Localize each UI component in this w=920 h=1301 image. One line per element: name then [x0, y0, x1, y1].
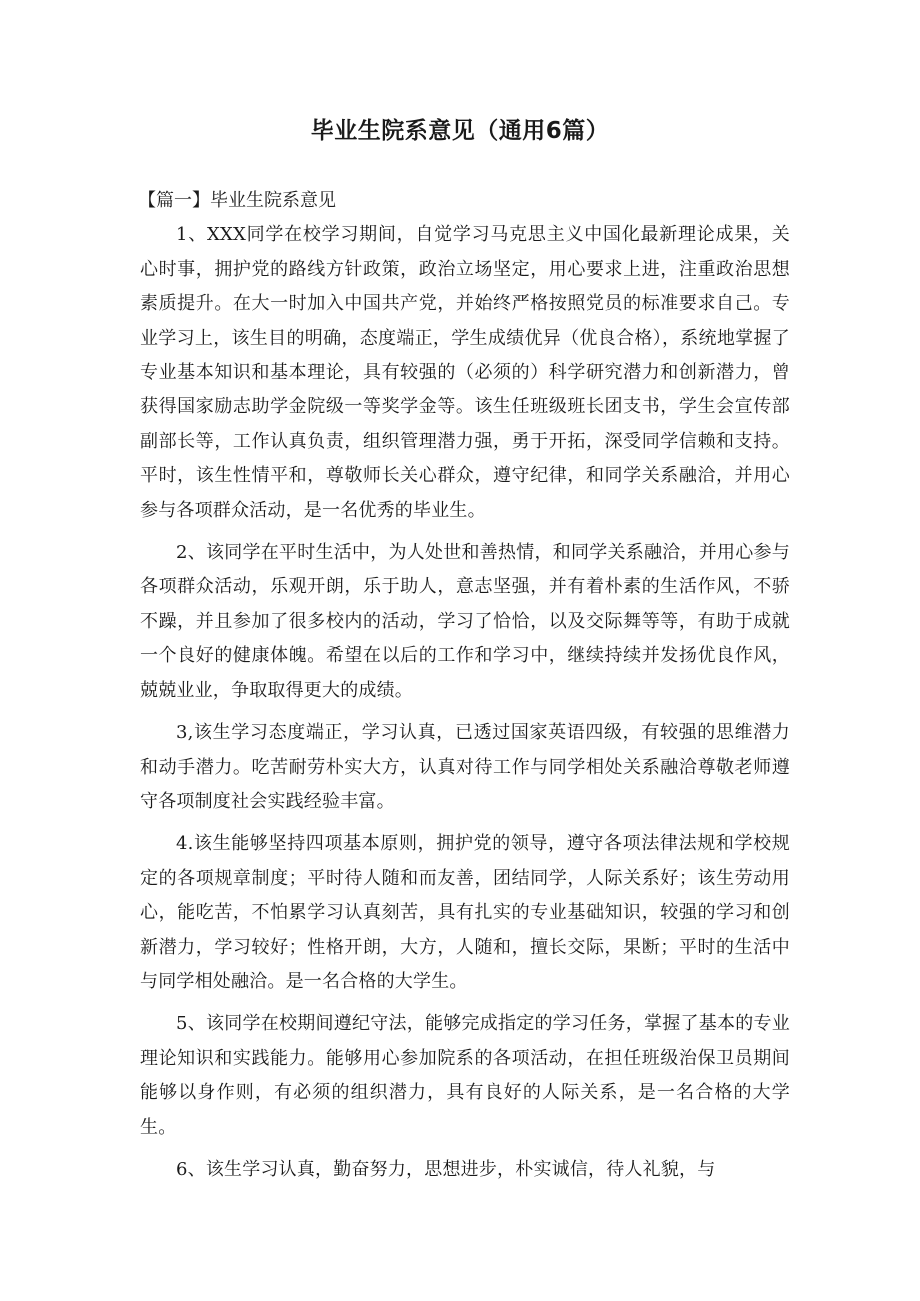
paragraph-6: 6、该生学习认真，勤奋努力，思想进步，朴实诚信，待人礼貌，与 [176, 1158, 716, 1180]
paragraph-3: 3,该生学习态度端正，学习认真，已透过国家英语四级，有较强的思维潜力和动手潜力。吃苦耐劳朴实大方，认真对待工作与同学相处关系融洽尊敬老师遵守各项制度社会实践经验丰富。 [140, 722, 790, 812]
section-heading: 【篇一】毕业生院系意见 [138, 190, 336, 211]
document-body [140, 184, 790, 1195]
paragraph-4: 4.该生能够坚持四项基本原则，拥护党的领导，遵守各项法律法规和学校规定的各项规章制度；平时待人随和而友善，团结同学，人际关系好；该生劳动用心，能吃苦，不怕累学习认真刻苦，具有扎实的专业基础知识，较强的学习和创新潜力，学习较好；性格开朗，大方，人随和，擅长交际，果断；平时的生活中与同学相处融洽。是一名合格的大学生。 [140, 833, 790, 992]
paragraph-2: 2、该同学在平时生活中，为人处世和善热情，和同学关系融洽，并用心参与各项群众活动，乐观开朗，乐于助人，意志坚强，并有着朴素的生活作风，不骄不躁，并且参加了很多校内的活动，学习了恰恰，以及交际舞等等，有助于成就一个良好的健康体魄。希望在以后的工作和学习中，继续持续并发扬优良作风，兢兢业业，争取取得更大的成绩。 [140, 542, 790, 701]
document-title: 毕业生院系意见（通用6篇） [310, 118, 610, 144]
paragraph-1: 1、XXX同学在校学习期间，自觉学习马克思主义中国化最新理论成果，关心时事，拥护党的路线方针政策，政治立场坚定，用心要求上进，注重政治思想素质提升。在大一时加入中国共产党，并始终严格按照党员的标准要求自己。专业学习上，该生目的明确，态度端正，学生成绩优异（优良合格），系统地掌握了专业基本知识和基本理论，具有较强的（必须的）科学研究潜力和创新潜力，曾获得国家励志助学金院级一等奖学金等。该生任班级班长团支书，学生会宣传部副部长等，工作认真负责，组织管理潜力强，勇于开拓，深受同学信赖和支持。平时，该生性情平和，尊敬师长关心群众，遵守纪律，和同学关系融洽，并用心参与各项群众活动，是一名优秀的毕业生。 [140, 224, 790, 521]
paragraph-5: 5、该同学在校期间遵纪守法，能够完成指定的学习任务，掌握了基本的专业理论知识和实践能力。能够用心参加院系的各项活动，在担任班级治保卫员期间能够以身作则，有必须的组织潜力，具有良好的人际关系，是一名合格的大学生。 [140, 1013, 790, 1138]
